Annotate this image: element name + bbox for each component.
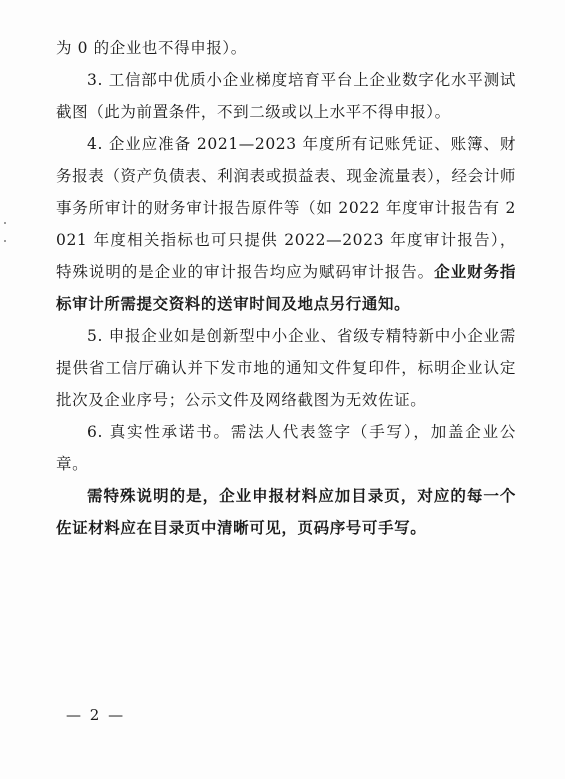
scan-edge-mark: [4, 222, 6, 224]
paragraph-text: 5. 申报企业如是创新型中小企业、省级专精特新中小企业需提供省工信厅确认并下发市地的通知文件复印件，标明企业认定批次及企业序号；公示文件及网络截图为无效佐证。: [56, 327, 516, 409]
emphasized-text: 需特殊说明的是，企业申报材料应加目录页，对应的每一个佐证材料应在目录页中清晰可见，页码序号可手写。: [56, 486, 516, 537]
emphasized-text: 企业财务指标审计所需提交资料的送审时间及地点另行通知。: [56, 262, 516, 313]
paragraph-text: 为 0 的企业也不得申报）。: [56, 39, 247, 57]
paragraph-p6: [56, 416, 516, 480]
paragraph-p-cont: [56, 32, 516, 64]
paragraph-p3: [56, 64, 516, 128]
paragraph-text: 4. 企业应准备 2021—2023 年度所有记账凭证、账簿、财务报表（资产负债表、利润表或损益表、现金流量表），经会计师事务所审计的财务审计报告原件等（如 2022 年度审计报告有 2021 年度相关指标也可只提供 2022—2023 年度审计报告），特殊说明的是企业的审计报告均应为赋码审计报告。: [56, 135, 516, 281]
paragraph-text: 3. 工信部中优质小企业梯度培育平台上企业数字化水平测试截图（此为前置条件，不到二级或以上水平不得申报）。: [56, 71, 516, 121]
paragraph-p4: [56, 128, 516, 320]
paragraph-text: 6. 真实性承诺书。需法人代表签字（手写），加盖企业公章。: [56, 423, 516, 473]
document-body: [56, 32, 516, 544]
scan-edge-mark: [4, 240, 6, 242]
page-number: — 2 —: [66, 706, 126, 724]
paragraph-p-note: [56, 480, 516, 544]
paragraph-p5: [56, 320, 516, 416]
